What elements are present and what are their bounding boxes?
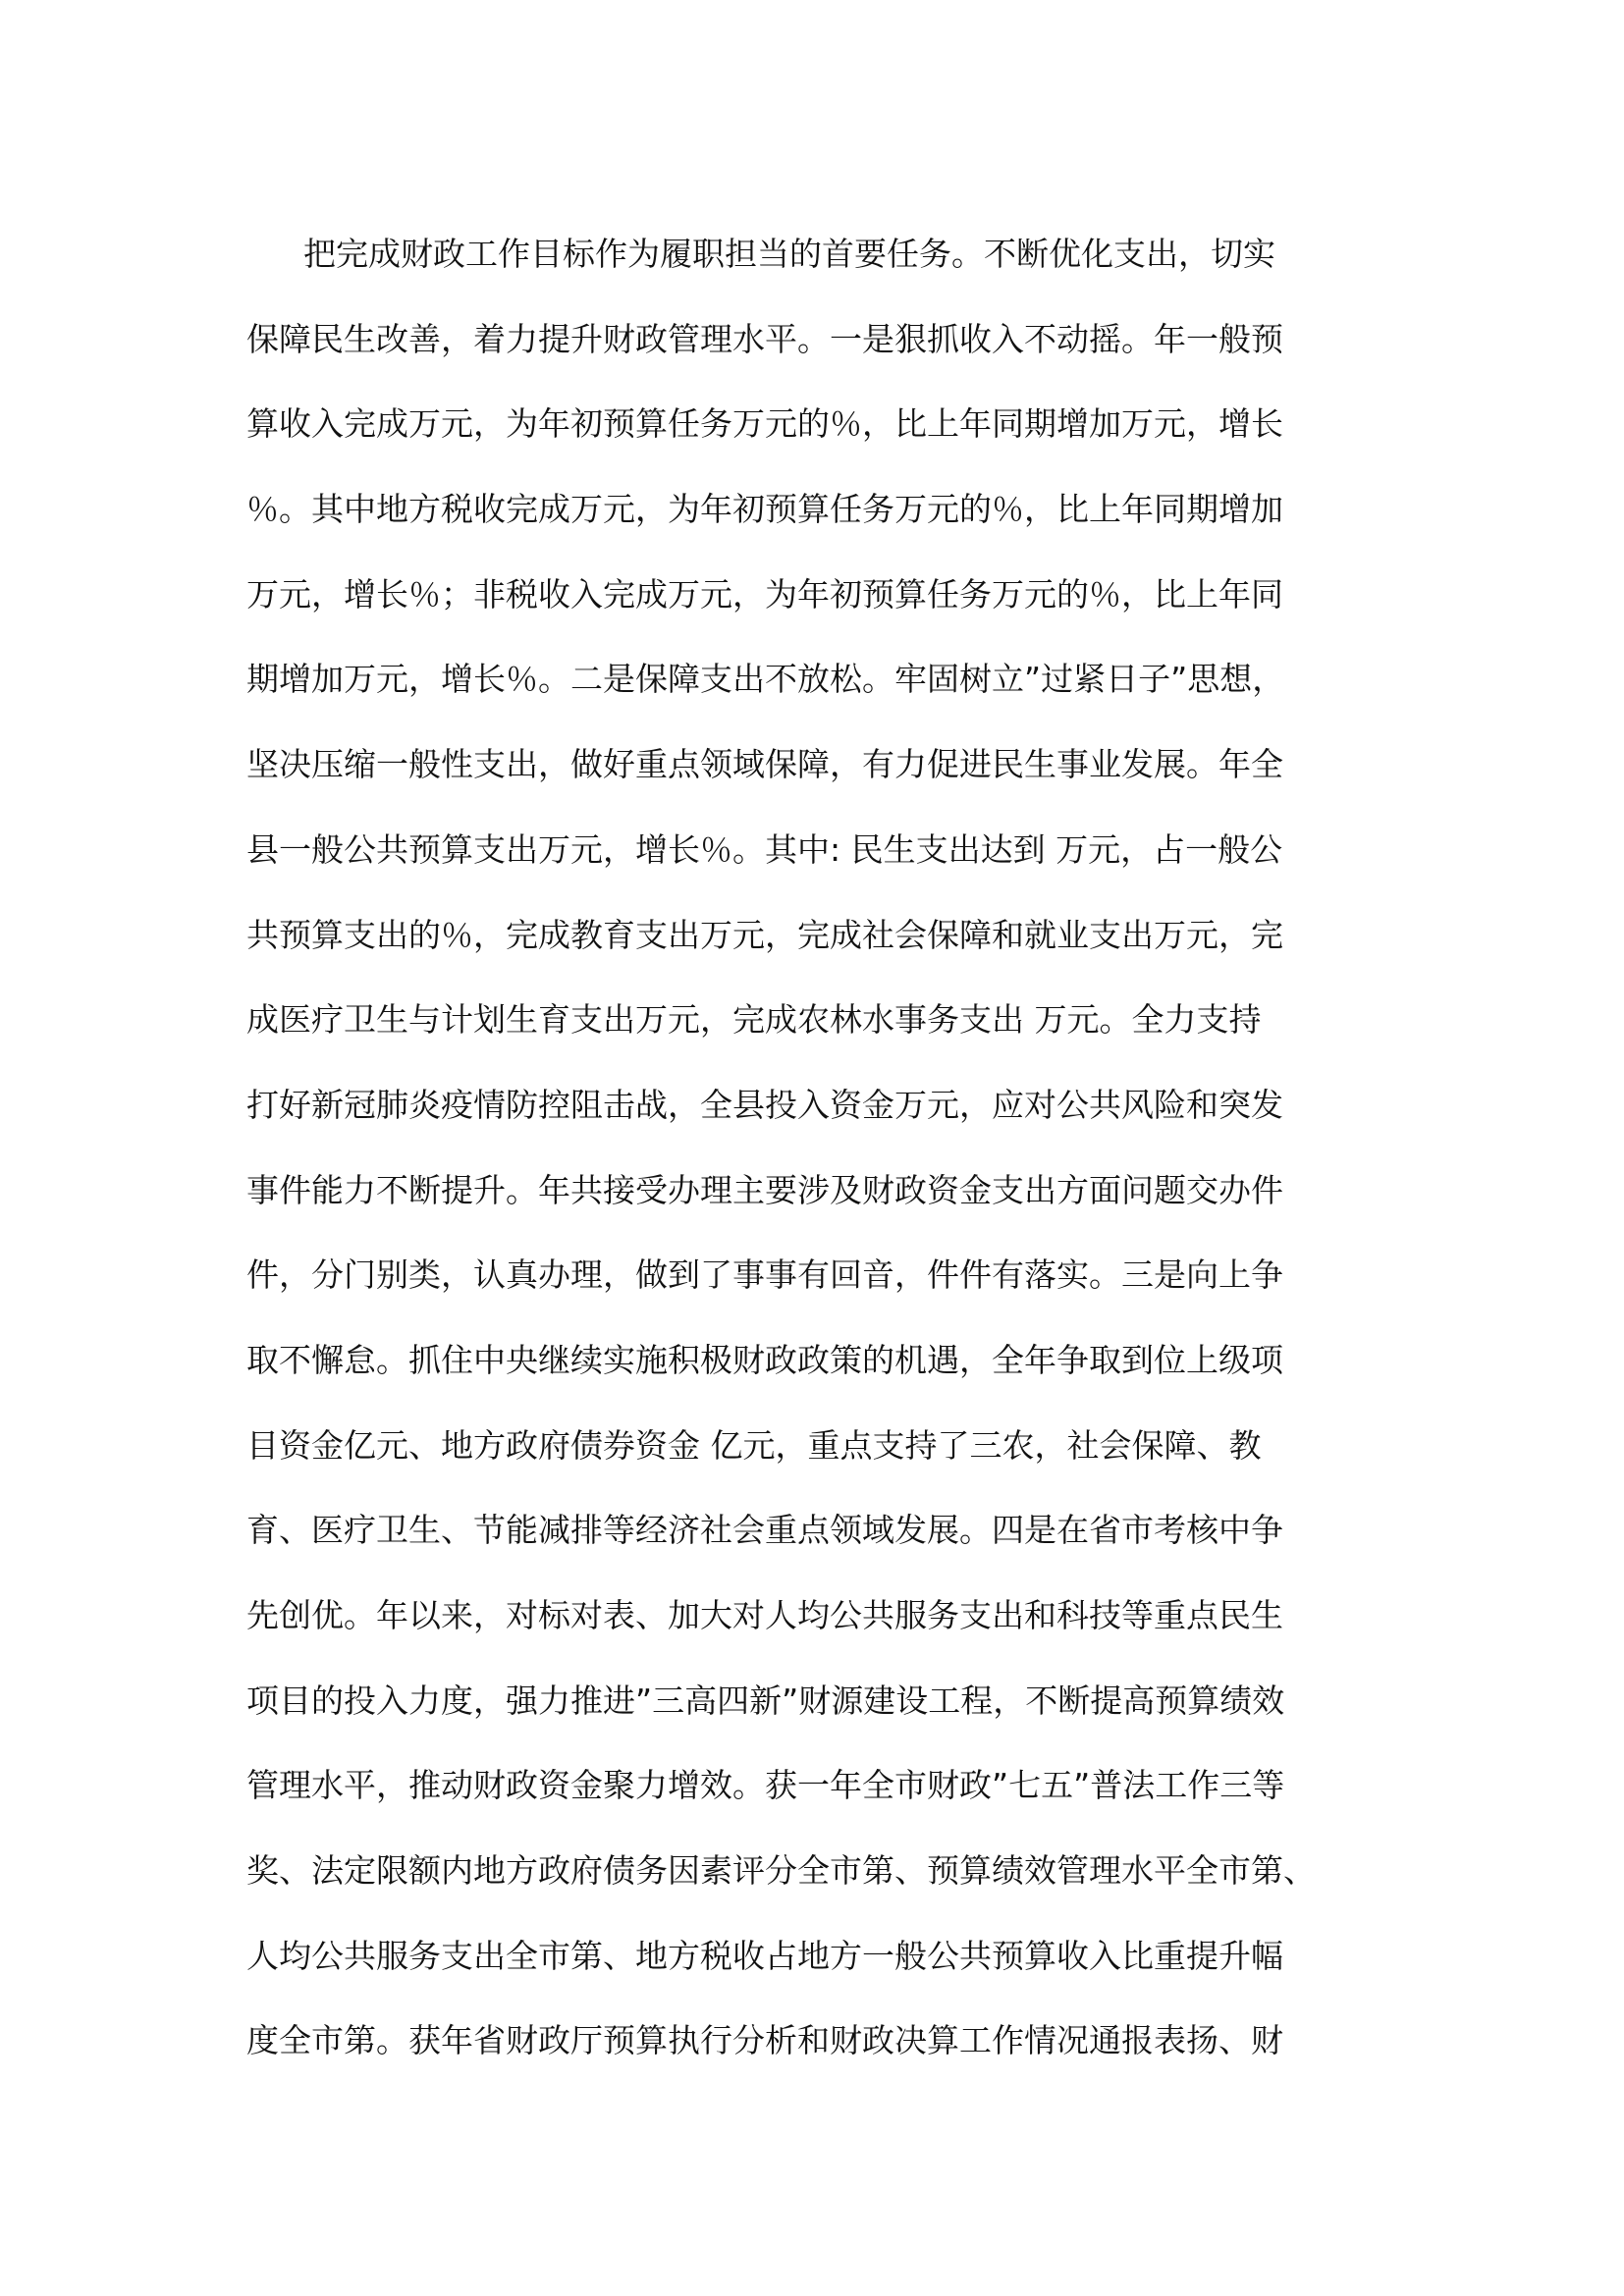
paragraph-line: ％。其中地方税收完成万元，为年初预算任务万元的％，比上年同期增加: [246, 490, 1283, 529]
paragraph-line: 县一般公共预算支出万元，增长％。其中: 民生支出达到 万元，占一般公: [246, 829, 1283, 869]
paragraph-line: 件，分门别类，认真办理，做到了事事有回音，件件有落实。三是向上争: [246, 1255, 1283, 1295]
paragraph-line: 先创优。年以来，对标对表、加大对人均公共服务支出和科技等重点民生: [246, 1596, 1283, 1634]
paragraph-line: 管理水平，推动财政资金聚力增效。获一年全市财政”七五”普法工作三等: [246, 1766, 1285, 1805]
paragraph-line: 保障民生改善，着力提升财政管理水平。一是狠抓收入不动摇。年一般预: [246, 319, 1283, 358]
paragraph-line: 育、医疗卫生、节能减排等经济社会重点领域发展。四是在省市考核中争: [246, 1511, 1283, 1550]
paragraph-line: 打好新冠肺炎疫情防控阻击战，全县投入资金万元，应对公共风险和突发: [246, 1085, 1283, 1124]
paragraph-line: 项目的投入力度，强力推进”三高四新”财源建设工程，不断提高预算绩效: [246, 1681, 1285, 1720]
paragraph-line: 目资金亿元、地方政府债券资金 亿元，重点支持了三农，社会保障、教: [246, 1425, 1262, 1465]
paragraph-line: 取不懈怠。抓住中央继续实施积极财政政策的机遇，全年争取到位上级项: [246, 1340, 1283, 1379]
paragraph-line: 把完成财政工作目标作为履职担当的首要任务。不断优化支出，切实: [303, 235, 1275, 273]
paragraph-line: 坚决压缩一般性支出，做好重点领域保障，有力促进民生事业发展。年全: [246, 745, 1283, 784]
paragraph-line: 共预算支出的％，完成教育支出万元，完成社会保障和就业支出万元，完: [246, 915, 1283, 954]
paragraph-line: 期增加万元，增长％。二是保障支出不放松。牢固树立”过紧日子”思想，: [246, 660, 1285, 699]
body-paragraph: [246, 229, 1385, 2101]
paragraph-line: 万元，增长％；非税收入完成万元，为年初预算任务万元的％，比上年同: [246, 574, 1283, 614]
paragraph-line: 奖、法定限额内地方政府债务因素评分全市第、预算绩效管理水平全市第、: [246, 1851, 1316, 1891]
paragraph-line: 事件能力不断提升。年共接受办理主要涉及财政资金支出方面问题交办件: [246, 1170, 1283, 1209]
paragraph-line: 成医疗卫生与计划生育支出万元，完成农林水事务支出 万元。全力支持: [246, 1000, 1262, 1040]
paragraph-line: 人均公共服务支出全市第、地方税收占地方一般公共预算收入比重提升幅: [246, 1936, 1283, 1975]
paragraph-line: 算收入完成万元，为年初预算任务万元的％，比上年同期增加万元，增长: [246, 404, 1283, 444]
paragraph-line: 度全市第。获年省财政厅预算执行分析和财政决算工作情况通报表扬、财: [246, 2021, 1283, 2060]
